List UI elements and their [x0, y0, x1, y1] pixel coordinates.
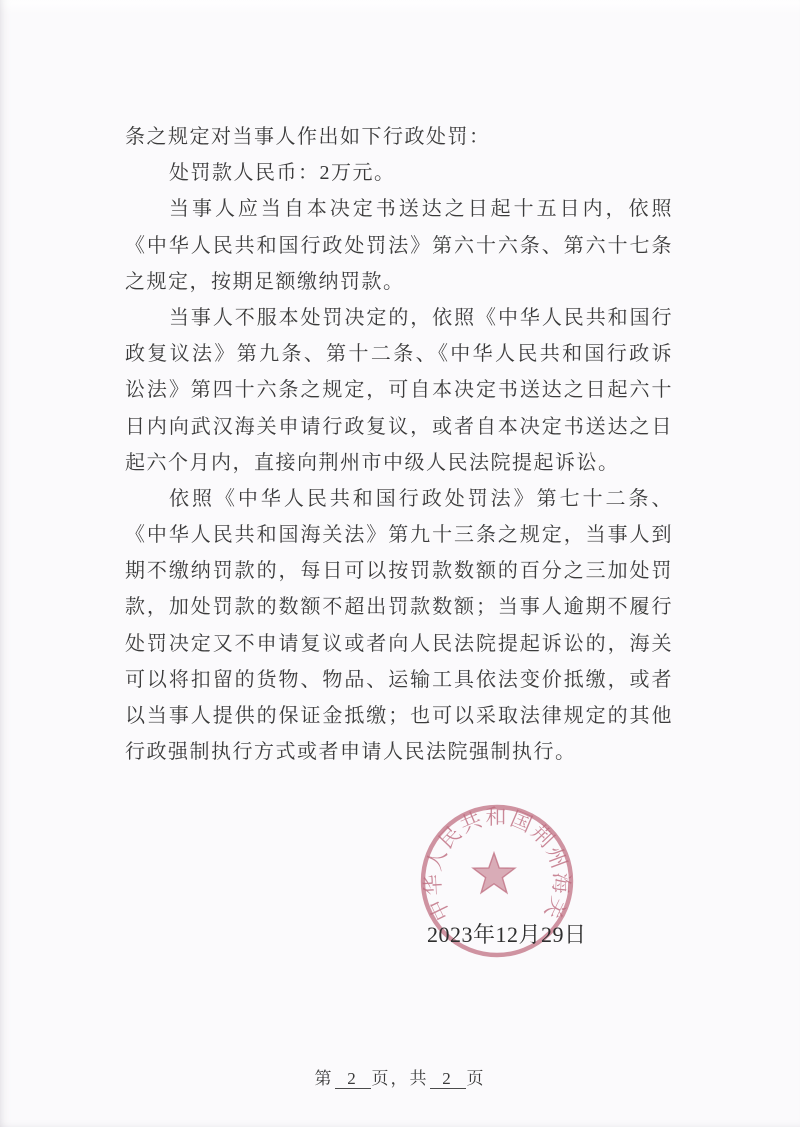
body-text — [125, 119, 673, 770]
body-line: 以当事人提供的保证金抵缴；也可以采取法律规定的其他 — [125, 705, 673, 727]
body-line: 处罚决定又不申请复议或者向人民法院提起诉讼的，海关 — [125, 632, 673, 655]
page-footer — [0, 1064, 800, 1089]
body-line: 期不缴纳罚款的，每日可以按罚款数额的百分之三加处罚 — [125, 560, 673, 583]
decision-date: 2023年12月29日 — [427, 922, 587, 947]
footer-label-of: 页，共 — [371, 1069, 429, 1088]
body-line: 日内向武汉海关申请行政复议，或者自本决定书送达之日 — [125, 415, 673, 438]
body-line: 讼法》第四十六条之规定，可自本决定书送达之日起六十 — [125, 379, 673, 402]
body-line: 《中华人民共和国海关法》第九十三条之规定，当事人到 — [125, 524, 673, 547]
total-page-number: 2 — [430, 1069, 466, 1089]
footer-label-page: 第 — [314, 1069, 334, 1088]
body-line: 当事人不服本处罚决定的，依照《中华人民共和国行 — [169, 306, 673, 329]
body-line: 行政强制执行方式或者申请人民法院强制执行。 — [125, 741, 577, 764]
body-line: 依照《中华人民共和国行政处罚法》第七十二条、 — [169, 487, 673, 510]
body-line: 《中华人民共和国行政处罚法》第六十六条、第六十七条 — [125, 234, 673, 257]
body-line: 条之规定对当事人作出如下行政处罚： — [125, 126, 491, 148]
body-line: 可以将扣留的货物、物品、运输工具依法变价抵缴，或者 — [125, 668, 673, 691]
body-line: 起六个月内，直接向荆州市中级人民法院提起诉讼。 — [125, 451, 620, 474]
body-line: 当事人应当自本决定书送达之日起十五日内，依照 — [169, 198, 673, 221]
body-line: 政复议法》第九条、第十二条、《中华人民共和国行政诉 — [125, 343, 673, 366]
footer-label-pages: 页 — [466, 1069, 486, 1088]
body-line: 处罚款人民币：2万元。 — [169, 162, 396, 185]
star-icon — [473, 853, 515, 893]
seal-arc-text: 中华人民共和国荆州海关 — [420, 804, 574, 925]
body-line: 款，加处罚款的数额不超出罚款数额；当事人逾期不履行 — [125, 596, 673, 619]
body-line: 之规定，按期足额缴纳罚款。 — [125, 270, 405, 293]
current-page-number: 2 — [335, 1069, 371, 1089]
